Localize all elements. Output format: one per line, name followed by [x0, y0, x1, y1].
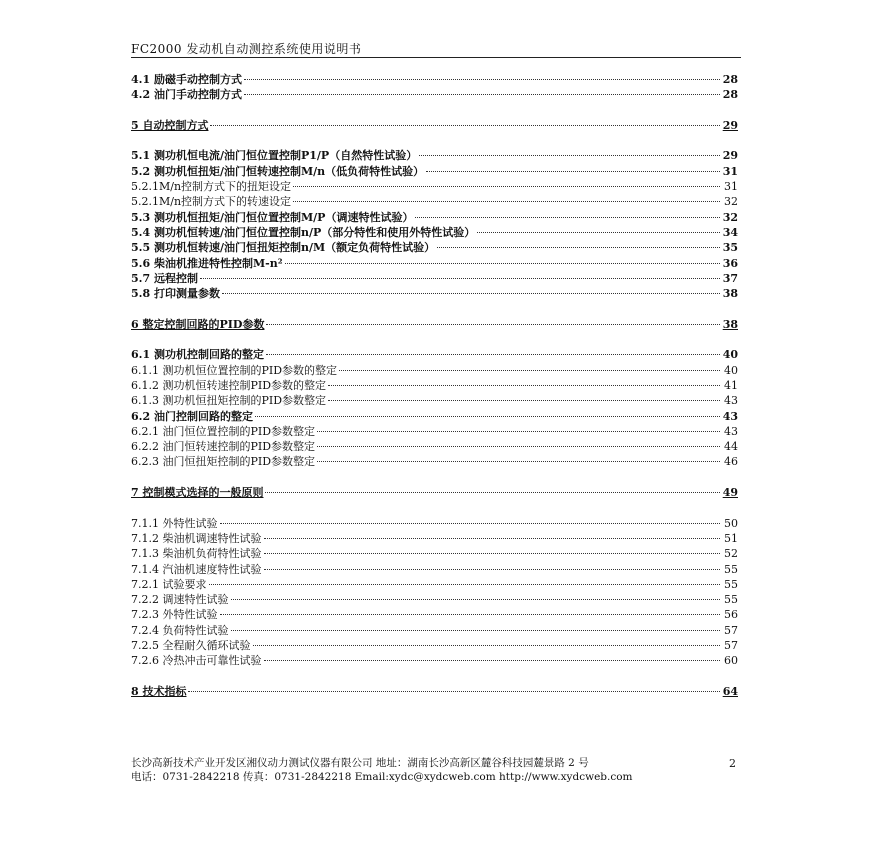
- toc-entry-page: 56: [724, 608, 738, 622]
- toc-spacer: [131, 133, 738, 148]
- footer-contact-info: 电话：0731-2842218 传真：0731-2842218 Email:xydc@xydcweb.com http://www.xydcweb.com: [131, 771, 633, 783]
- toc-entry[interactable]: [131, 317, 738, 332]
- toc-leader-dots: [188, 691, 720, 692]
- toc-leader-dots: [437, 247, 720, 248]
- toc-entry-title: 8 技术指标: [131, 684, 187, 698]
- toc-entry[interactable]: [131, 256, 738, 271]
- toc-entry-title: 7.2.2 调速特性试验: [131, 593, 229, 607]
- toc-entry[interactable]: [131, 194, 738, 209]
- toc-entry-page: 43: [722, 409, 738, 423]
- toc-entry-title: 6.2 油门控制回路的整定: [131, 409, 253, 423]
- toc-leader-dots: [222, 293, 720, 294]
- toc-leader-dots: [415, 217, 720, 218]
- toc-entry[interactable]: [131, 286, 738, 301]
- toc-entry[interactable]: [131, 546, 738, 561]
- toc-leader-dots: [253, 645, 721, 646]
- toc-entry[interactable]: [131, 562, 738, 577]
- document-header: FC2000 发动机自动测控系统使用说明书: [131, 42, 362, 56]
- toc-entry-title: 7.2.6 冷热冲击可靠性试验: [131, 654, 262, 668]
- toc-entry[interactable]: [131, 424, 738, 439]
- toc-entry-page: 55: [724, 577, 738, 591]
- toc-spacer: [131, 301, 738, 316]
- toc-entry-page: 31: [724, 180, 738, 194]
- toc-entry-page: 29: [722, 118, 738, 132]
- toc-leader-dots: [209, 584, 721, 585]
- toc-spacer: [131, 470, 738, 485]
- toc-entry[interactable]: [131, 271, 738, 286]
- toc-leader-dots: [328, 385, 720, 386]
- toc-entry-title: 5.8 打印测量参数: [131, 287, 220, 301]
- toc-entry-page: 52: [724, 547, 738, 561]
- toc-entry-title: 5 自动控制方式: [131, 118, 209, 132]
- toc-leader-dots: [285, 263, 720, 264]
- toc-leader-dots: [328, 400, 720, 401]
- toc-leader-dots: [266, 354, 720, 355]
- toc-leader-dots: [264, 553, 721, 554]
- toc-entry-page: 43: [724, 424, 738, 438]
- toc-entry[interactable]: [131, 577, 738, 592]
- toc-entry[interactable]: [131, 607, 738, 622]
- toc-leader-dots: [293, 186, 720, 187]
- toc-entry-title: 5.6 柴油机推进特性控制M-n²: [131, 256, 283, 270]
- toc-entry-title: 7.2.1 试验要求: [131, 577, 207, 591]
- toc-leader-dots: [317, 446, 720, 447]
- toc-entry-page: 49: [722, 486, 738, 500]
- toc-entry-title: 7.1.3 柴油机负荷特性试验: [131, 547, 262, 561]
- toc-entry[interactable]: [131, 72, 738, 87]
- toc-entry-page: 64: [722, 684, 738, 698]
- toc-entry-title: 6.2.2 油门恒转速控制的PID参数整定: [131, 440, 316, 454]
- toc-entry-title: 7.1.4 汽油机速度特性试验: [131, 562, 262, 576]
- toc-entry-title: 6.1 测功机控制回路的整定: [131, 348, 264, 362]
- toc-leader-dots: [244, 79, 720, 80]
- toc-entry-page: 46: [724, 455, 738, 469]
- toc-entry[interactable]: [131, 210, 738, 225]
- toc-entry-title: 7 控制模式选择的一般原则: [131, 486, 264, 500]
- toc-entry-page: 43: [724, 394, 738, 408]
- page-number: 2: [729, 757, 736, 770]
- toc-entry-page: 32: [722, 210, 738, 224]
- toc-entry[interactable]: [131, 439, 738, 454]
- toc-leader-dots: [477, 232, 720, 233]
- toc-entry-page: 57: [724, 623, 738, 637]
- toc-entry-title: 4.1 励磁手动控制方式: [131, 73, 242, 86]
- toc-entry[interactable]: [131, 148, 738, 163]
- toc-leader-dots: [265, 492, 720, 493]
- toc-entry-title: 6.1.1 测功机恒位置控制的PID参数的整定: [131, 363, 338, 377]
- toc-spacer: [131, 500, 738, 515]
- toc-leader-dots: [339, 370, 720, 371]
- toc-entry-page: 29: [722, 149, 738, 163]
- toc-entry[interactable]: [131, 409, 738, 424]
- toc-entry-title: 5.7 远程控制: [131, 271, 198, 285]
- toc-leader-dots: [200, 278, 720, 279]
- toc-entry[interactable]: [131, 485, 738, 500]
- toc-entry[interactable]: [131, 378, 738, 393]
- toc-entry[interactable]: [131, 684, 738, 699]
- toc-entry-page: 31: [722, 164, 738, 178]
- toc-entry[interactable]: [131, 363, 738, 378]
- toc-entry-page: 50: [724, 516, 738, 530]
- toc-entry-page: 41: [724, 378, 738, 392]
- toc-spacer: [131, 669, 738, 684]
- toc-entry-title: 6 整定控制回路的PID参数: [131, 317, 265, 331]
- toc-entry-title: 6.1.3 测功机恒扭矩控制的PID参数整定: [131, 394, 327, 408]
- toc-entry-page: 40: [724, 363, 738, 377]
- toc-entry-title: 6.2.3 油门恒扭矩控制的PID参数整定: [131, 455, 316, 469]
- toc-entry[interactable]: [131, 638, 738, 653]
- toc-spacer: [131, 103, 738, 118]
- toc-leader-dots: [244, 94, 720, 95]
- toc-entry-title: 5.2 测功机恒扭矩/油门恒转速控制M/n（低负荷特性试验）: [131, 164, 425, 178]
- toc-leader-dots: [220, 523, 721, 524]
- toc-entry-page: 36: [722, 256, 738, 270]
- toc-spacer: [131, 332, 738, 347]
- toc-entry-title: 5.2.1M/n控制方式下的扭矩设定: [131, 180, 292, 194]
- toc-leader-dots: [231, 630, 721, 631]
- toc-entry[interactable]: [131, 592, 738, 607]
- toc-entry-page: 57: [724, 638, 738, 652]
- toc-leader-dots: [293, 201, 720, 202]
- toc-leader-dots: [426, 171, 720, 172]
- toc-entry[interactable]: [131, 164, 738, 179]
- header-divider: [131, 57, 741, 58]
- toc-entry-page: 55: [724, 593, 738, 607]
- toc-leader-dots: [210, 125, 720, 126]
- toc-entry-page: 28: [722, 73, 738, 86]
- toc-entry-title: 7.1.1 外特性试验: [131, 516, 218, 530]
- toc-leader-dots: [264, 538, 721, 539]
- toc-entry-title: 5.2.1M/n控制方式下的转速设定: [131, 195, 292, 209]
- toc-leader-dots: [419, 155, 720, 156]
- toc-entry-title: 7.1.2 柴油机调速特性试验: [131, 531, 262, 545]
- toc-entry-page: 51: [724, 531, 738, 545]
- toc-entry-title: 7.2.3 外特性试验: [131, 608, 218, 622]
- toc-entry[interactable]: [131, 118, 738, 133]
- document-footer: [131, 756, 741, 784]
- toc-entry-page: 38: [722, 317, 738, 331]
- toc-entry-title: 4.2 油门手动控制方式: [131, 88, 242, 102]
- toc-leader-dots: [264, 569, 721, 570]
- toc-entry-title: 7.2.5 全程耐久循环试验: [131, 638, 251, 652]
- toc-entry[interactable]: [131, 179, 738, 194]
- footer-company-address: 长沙高新技术产业开发区湘仪动力测试仪器有限公司 地址：湖南长沙高新区麓谷科技园麓景路 2 号: [131, 757, 589, 769]
- toc-entry-title: 5.4 测功机恒转速/油门恒位置控制n/P（部分特性和使用外特性试验）: [131, 225, 476, 239]
- toc-entry[interactable]: [131, 516, 738, 531]
- toc-entry-title: 5.1 测功机恒电流/油门恒位置控制P1/P（自然特性试验）: [131, 149, 418, 163]
- toc-entry[interactable]: [131, 531, 738, 546]
- toc-entry-page: 38: [722, 287, 738, 301]
- toc-entry-page: 37: [722, 271, 738, 285]
- toc-entry[interactable]: [131, 87, 738, 102]
- toc-entry-page: 44: [724, 440, 738, 454]
- toc-entry-title: 6.1.2 测功机恒转速控制PID参数的整定: [131, 378, 327, 392]
- toc-entry[interactable]: [131, 623, 738, 638]
- toc-entry-title: 5.3 测功机恒扭矩/油门恒位置控制M/P（调速特性试验）: [131, 210, 414, 224]
- toc-entry-page: 32: [724, 195, 738, 209]
- toc-entry-page: 35: [722, 241, 738, 255]
- toc-entry-page: 28: [722, 88, 738, 102]
- toc-entry[interactable]: [131, 240, 738, 255]
- toc-entry-title: 5.5 测功机恒转速/油门恒扭矩控制n/M（额定负荷特性试验）: [131, 241, 436, 255]
- toc-leader-dots: [220, 614, 721, 615]
- toc-leader-dots: [266, 324, 720, 325]
- toc-leader-dots: [231, 599, 721, 600]
- toc-entry[interactable]: [131, 225, 738, 240]
- toc-entry-page: 55: [724, 562, 738, 576]
- toc-entry[interactable]: [131, 454, 738, 469]
- toc-leader-dots: [317, 431, 720, 432]
- table-of-contents: [131, 72, 738, 699]
- toc-entry-page: 34: [722, 225, 738, 239]
- toc-entry[interactable]: [131, 653, 738, 668]
- toc-entry-title: 7.2.4 负荷特性试验: [131, 623, 229, 637]
- toc-leader-dots: [317, 461, 720, 462]
- toc-leader-dots: [264, 660, 721, 661]
- toc-entry[interactable]: [131, 347, 738, 362]
- toc-entry-page: 60: [724, 654, 738, 668]
- toc-leader-dots: [255, 416, 720, 417]
- toc-entry-title: 6.2.1 油门恒位置控制的PID参数整定: [131, 424, 316, 438]
- toc-entry-page: 40: [722, 348, 738, 362]
- toc-entry[interactable]: [131, 393, 738, 408]
